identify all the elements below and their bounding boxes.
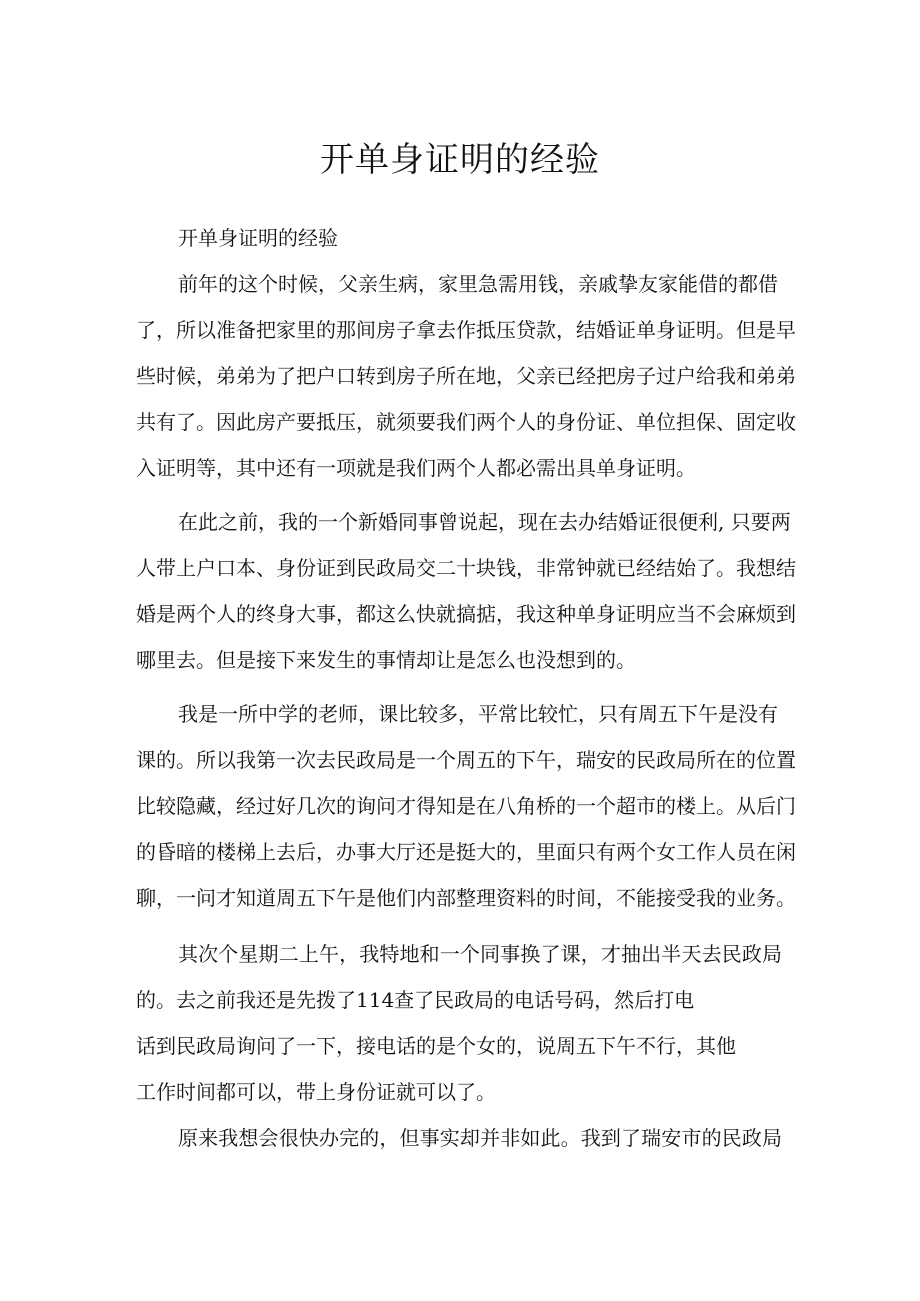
body-line: 原来我想会很快办完的，但事实却并非如此。我到了瑞安市的民政局 [178,1126,782,1150]
body-line: 开单身证明的经验 [178,226,338,250]
body-line: 前年的这个时候，父亲生病，家里急需用钱，亲戚挚友家能借的都借 [178,272,778,296]
body-line: 的。去之前我还是先拨了114查了民政局的电话号码，然后打电 [136,988,695,1012]
body-line: 话到民政局询问了一下，接电话的是个女的，说周五下午不行，其他 [136,1034,736,1058]
body-line: 聊，一问才知道周五下午是他们内部整理资料的时间，不能接受我的业务。 [136,886,796,910]
body-line: 比较隐藏，经过好几次的询问才得知是在八角桥的一个超市的楼上。从后门 [136,794,796,818]
body-line: 婚是两个人的终身大事，都这么快就搞掂，我这种单身证明应当不会麻烦到 [136,602,796,626]
document-title: 开单身证明的经验 [320,140,600,180]
body-line: 共有了。因此房产要抵压，就须要我们两个人的身份证、单位担保、固定收 [136,410,796,434]
body-line: 入证明等，其中还有一项就是我们两个人都必需出具单身证明。 [136,456,696,480]
body-line: 的昏暗的楼梯上去后，办事大厅还是挺大的，里面只有两个女工作人员在闲 [136,840,796,864]
body-line: 课的。所以我第一次去民政局是一个周五的下午，瑞安的民政局所在的位置 [136,748,796,772]
body-line: 在此之前，我的一个新婚同事曾说起，现在去办结婚证很便利, 只要两 [178,510,791,534]
body-line: 了，所以准备把家里的那间房子拿去作抵压贷款，结婚证单身证明。但是早 [136,318,796,342]
body-line: 些时候，弟弟为了把户口转到房子所在地，父亲已经把房子过户给我和弟弟 [136,364,796,388]
body-line: 工作时间都可以，带上身份证就可以了。 [136,1080,496,1104]
body-line: 哪里去。但是接下来发生的事情却让是怎么也没想到的。 [136,648,636,672]
body-line: 我是一所中学的老师，课比较多，平常比较忙，只有周五下午是没有 [178,702,778,726]
body-line: 人带上户口本、身份证到民政局交二十块钱，非常钟就已经结始了。我想结 [136,556,796,580]
body-line: 其次个星期二上午，我特地和一个同事换了课，才抽出半天去民政局 [178,942,782,966]
